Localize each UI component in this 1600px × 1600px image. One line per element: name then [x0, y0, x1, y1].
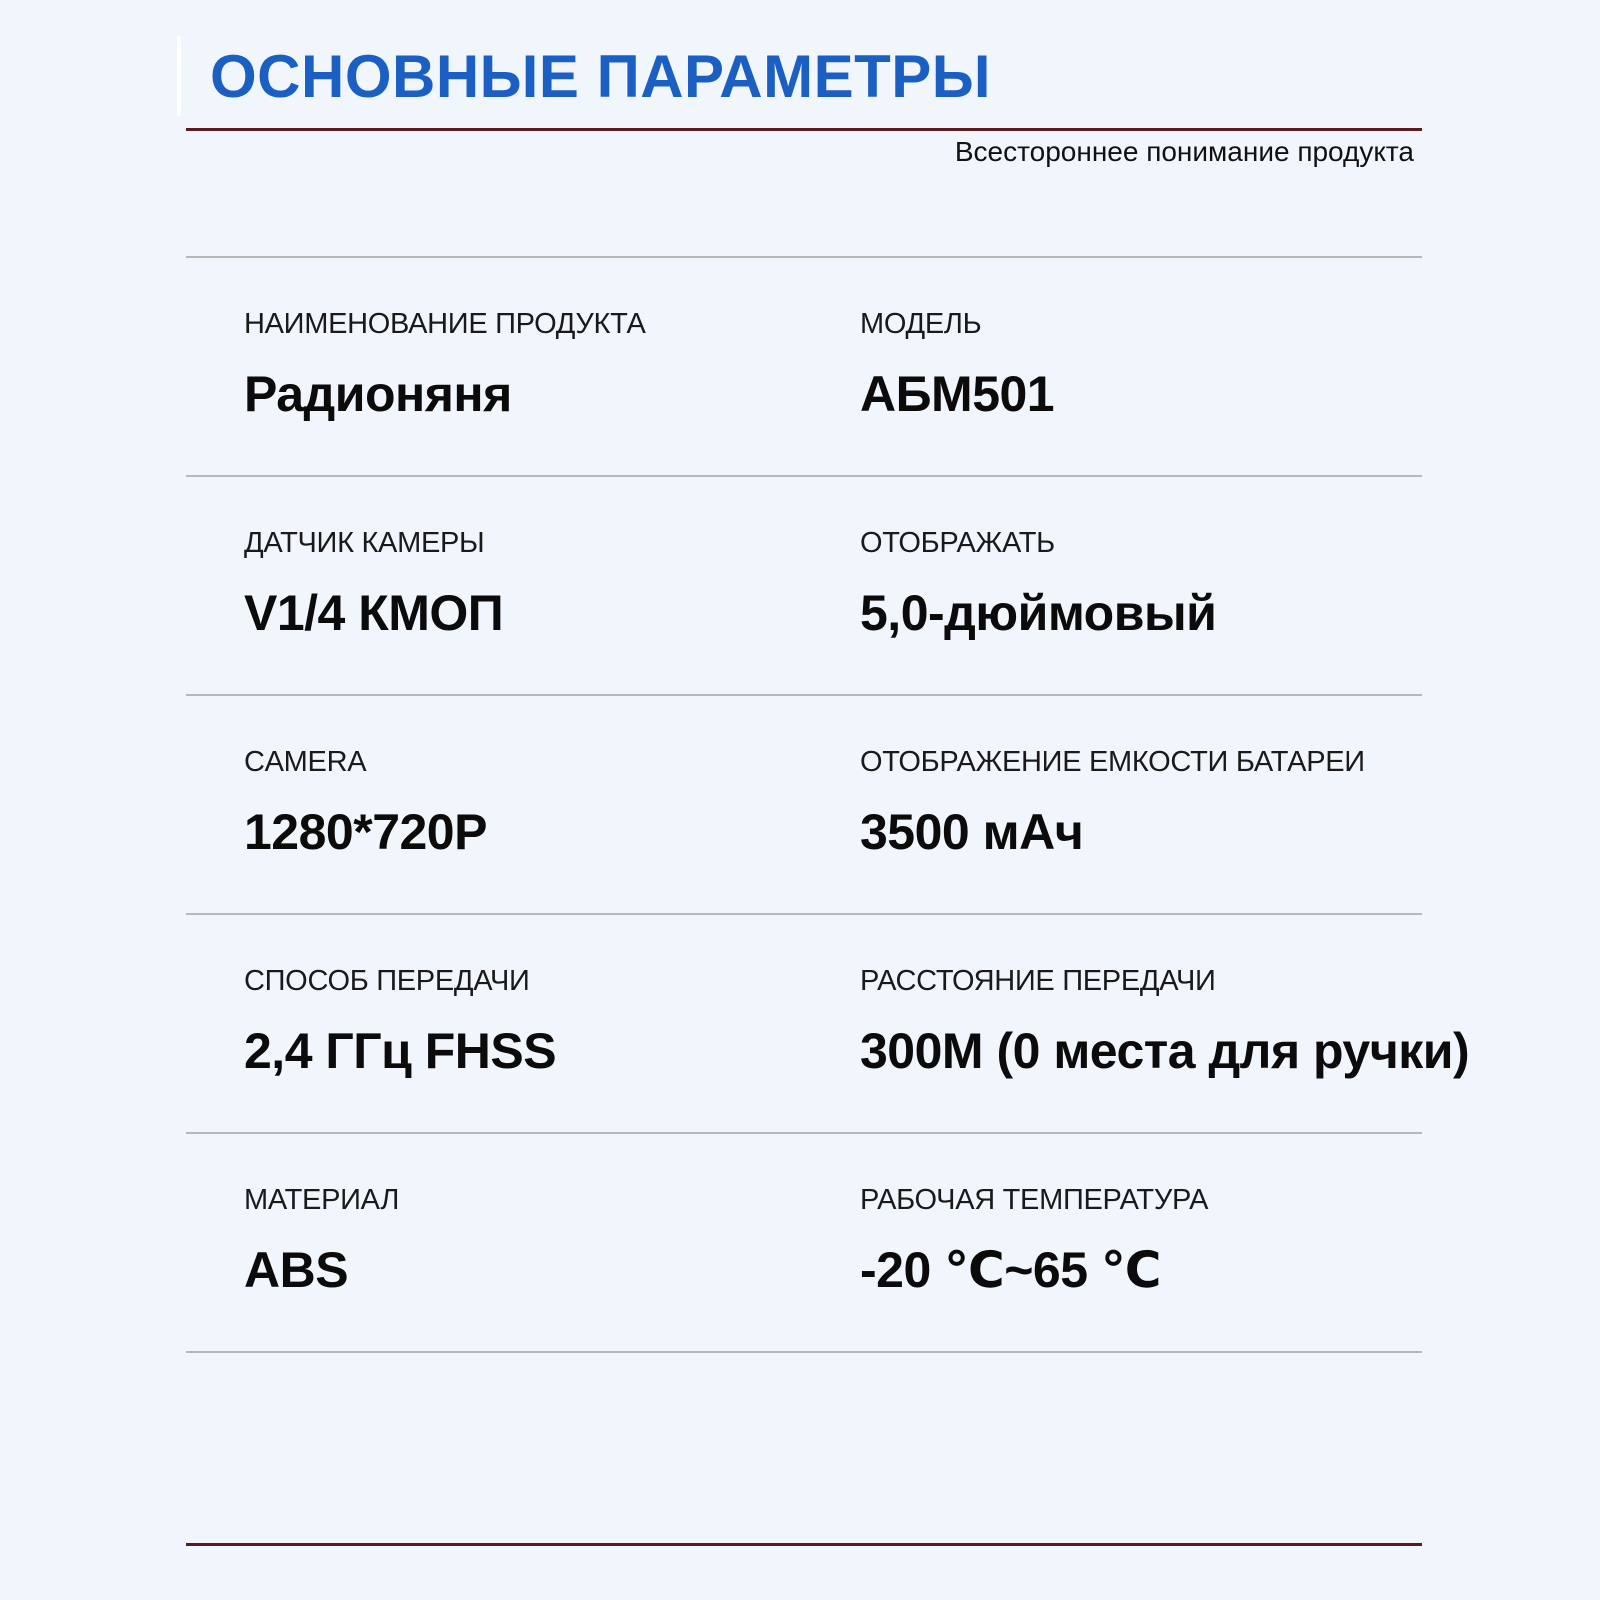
spec-value: ABS	[244, 1242, 349, 1298]
spec-value: Радионяня	[244, 366, 512, 422]
spec-row	[186, 477, 1422, 696]
spec-row	[186, 915, 1470, 1134]
spec-item-material	[244, 1134, 804, 1351]
spec-item-camera-resolution	[244, 696, 804, 913]
spec-label: РАБОЧАЯ ТЕМПЕРАТУРА	[860, 1184, 1209, 1216]
spec-label: МАТЕРИАЛ	[244, 1184, 400, 1216]
spec-label: ДАТЧИК КАМЕРЫ	[244, 527, 485, 559]
spec-label: ОТОБРАЖАТЬ	[860, 527, 1055, 559]
page-subtitle: Всестороннее понимание продукта	[954, 136, 1414, 167]
spec-item-product-name	[244, 258, 804, 475]
spec-value: 1280*720P	[244, 804, 487, 860]
spec-row	[186, 258, 1422, 477]
spec-value: 5,0-дюймовый	[860, 585, 1217, 641]
spec-value: V1/4 КМОП	[244, 585, 504, 641]
spec-label: СПОСОБ ПЕРЕДАЧИ	[244, 965, 530, 997]
spec-row	[186, 1134, 1422, 1353]
spec-item-operating-temperature	[860, 1134, 1460, 1351]
spec-item-transmission-distance	[860, 915, 1470, 1132]
spec-label: РАССТОЯНИЕ ПЕРЕДАЧИ	[860, 965, 1216, 997]
spec-item-display	[860, 477, 1460, 694]
spec-item-camera-sensor	[244, 477, 804, 694]
spec-table	[186, 256, 1470, 1353]
title-accent-mark	[177, 36, 181, 116]
header-divider	[186, 128, 1422, 131]
spec-item-battery	[860, 696, 1460, 913]
spec-item-model	[860, 258, 1460, 475]
spec-label: МОДЕЛЬ	[860, 308, 982, 340]
spec-label: НАИМЕНОВАНИЕ ПРОДУКТА	[244, 308, 646, 340]
spec-value: -20 ℃~65 ℃	[860, 1242, 1161, 1298]
spec-label: ОТОБРАЖЕНИЕ ЕМКОСТИ БАТАРЕИ	[860, 746, 1365, 778]
spec-value: 2,4 ГГц FHSS	[244, 1023, 557, 1079]
footer-divider	[186, 1543, 1422, 1546]
spec-row	[186, 696, 1422, 915]
spec-value: АБМ501	[860, 366, 1055, 422]
spec-value: 3500 мАч	[860, 804, 1084, 860]
spec-item-transmission-method	[244, 915, 804, 1132]
page-title: ОСНОВНЫЕ ПАРАМЕТРЫ	[210, 43, 992, 110]
spec-label: CAMERA	[244, 746, 367, 778]
spec-value: 300М (0 места для ручки)	[860, 1023, 1470, 1079]
